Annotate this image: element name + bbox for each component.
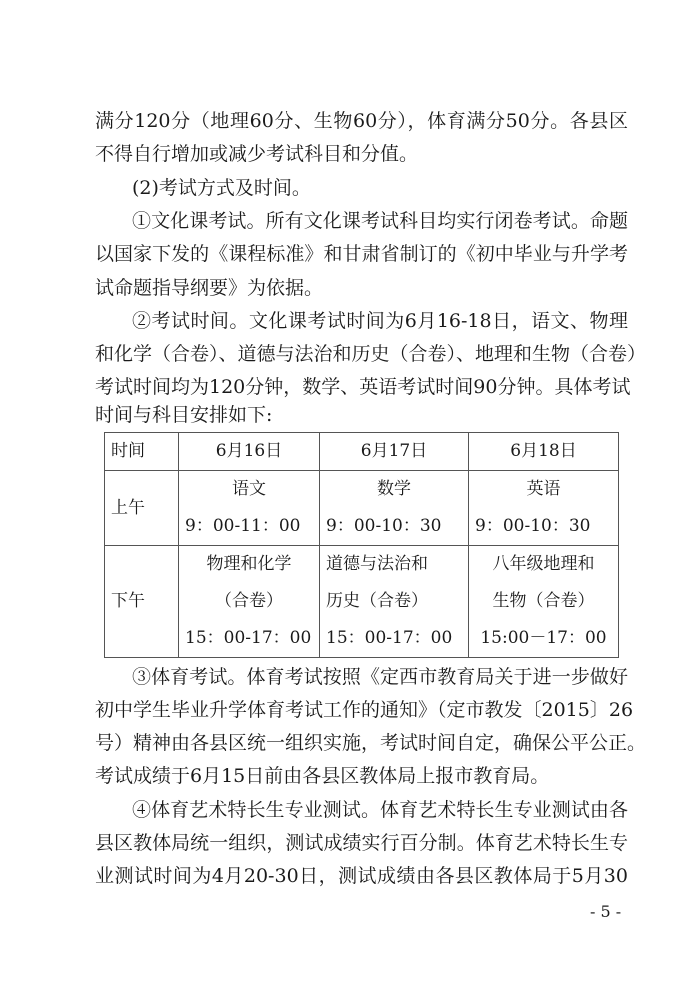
table-header-cell: 6月18日	[469, 433, 619, 471]
text-line: 号）精神由各县区统一组织实施，考试时间自定，确保公平公正。	[95, 732, 647, 754]
text-line: 不得自行增加或减少考试科目和分值。	[95, 143, 419, 165]
time-range: 9：00-10：30	[326, 516, 442, 536]
time-range: 15:00－17：00	[480, 628, 607, 648]
text-line: 以国家下发的《课程标准》和甘肃省制订的《初中毕业与升学考	[95, 243, 628, 265]
section-heading: (2)考试方式及时间。	[132, 177, 311, 199]
subject-note: 生物（合卷）	[492, 591, 595, 611]
table-header-cell: 6月16日	[179, 433, 320, 471]
table-header-cell: 6月17日	[320, 433, 469, 471]
time-range: 9：00-10：30	[475, 516, 591, 536]
time-range: 9：00-11：00	[185, 516, 301, 536]
text-line: 时间与科目安排如下:	[95, 404, 273, 426]
row-label: 上午	[105, 471, 179, 546]
text-line: 考试时间均为120分钟，数学、英语考试时间90分钟。具体考试	[95, 376, 631, 398]
subject-note: （合卷）	[215, 591, 283, 611]
table-row-afternoon	[105, 546, 619, 658]
text-line: ①文化课考试。所有文化课考试科目均实行闭卷考试。命题	[132, 210, 628, 232]
page-number: - 5 -	[590, 902, 622, 921]
table-cell	[320, 546, 469, 658]
table-cell	[320, 471, 469, 546]
subject: 英语	[526, 479, 561, 499]
table-header-cell: 时间	[105, 433, 179, 471]
subject: 道德与法治和	[326, 554, 428, 574]
time-range: 15：00-17：00	[326, 628, 453, 648]
text-line: ②考试时间。文化课考试时间为6月16-18日，语文、物理	[132, 310, 628, 332]
table-cell	[179, 546, 320, 658]
table-row-morning	[105, 471, 619, 546]
table-cell	[179, 471, 320, 546]
subject: 语文	[232, 479, 266, 499]
table-header-row	[105, 433, 619, 471]
subject: 数学	[377, 479, 411, 499]
text-line: ④体育艺术特长生专业测试。体育艺术特长生专业测试由各	[132, 799, 628, 821]
subject: 物理和化学	[206, 554, 292, 574]
subject: 八年级地理和	[492, 554, 595, 574]
text-line: 业测试时间为4月20-30日，测试成绩由各县区教体局于5月30	[95, 865, 628, 887]
text-line: 县区教体局统一组织，测试成绩实行百分制。体育艺术特长生专	[95, 832, 628, 854]
time-range: 15：00-17：00	[185, 628, 312, 648]
text-line: 考试成绩于6月15日前由各县区教体局上报市教育局。	[95, 765, 550, 787]
row-label: 下午	[105, 546, 179, 658]
text-line: 和化学（合卷）、道德与法治和历史（合卷）、地理和生物（合卷）	[95, 343, 647, 365]
table-cell	[469, 546, 619, 658]
table-cell	[469, 471, 619, 546]
text-line: 试命题指导纲要》为依据。	[95, 277, 324, 299]
text-line: ③体育考试。体育考试按照《定西市教育局关于进一步做好	[132, 666, 628, 688]
text-line: 初中学生毕业升学体育考试工作的通知》（定市教发〔2015〕26	[95, 699, 634, 721]
subject-note: 历史（合卷）	[326, 591, 428, 611]
text-line: 满分120分（地理60分、生物60分），体育满分50分。各县区	[95, 110, 628, 132]
exam-schedule-table	[104, 432, 619, 658]
